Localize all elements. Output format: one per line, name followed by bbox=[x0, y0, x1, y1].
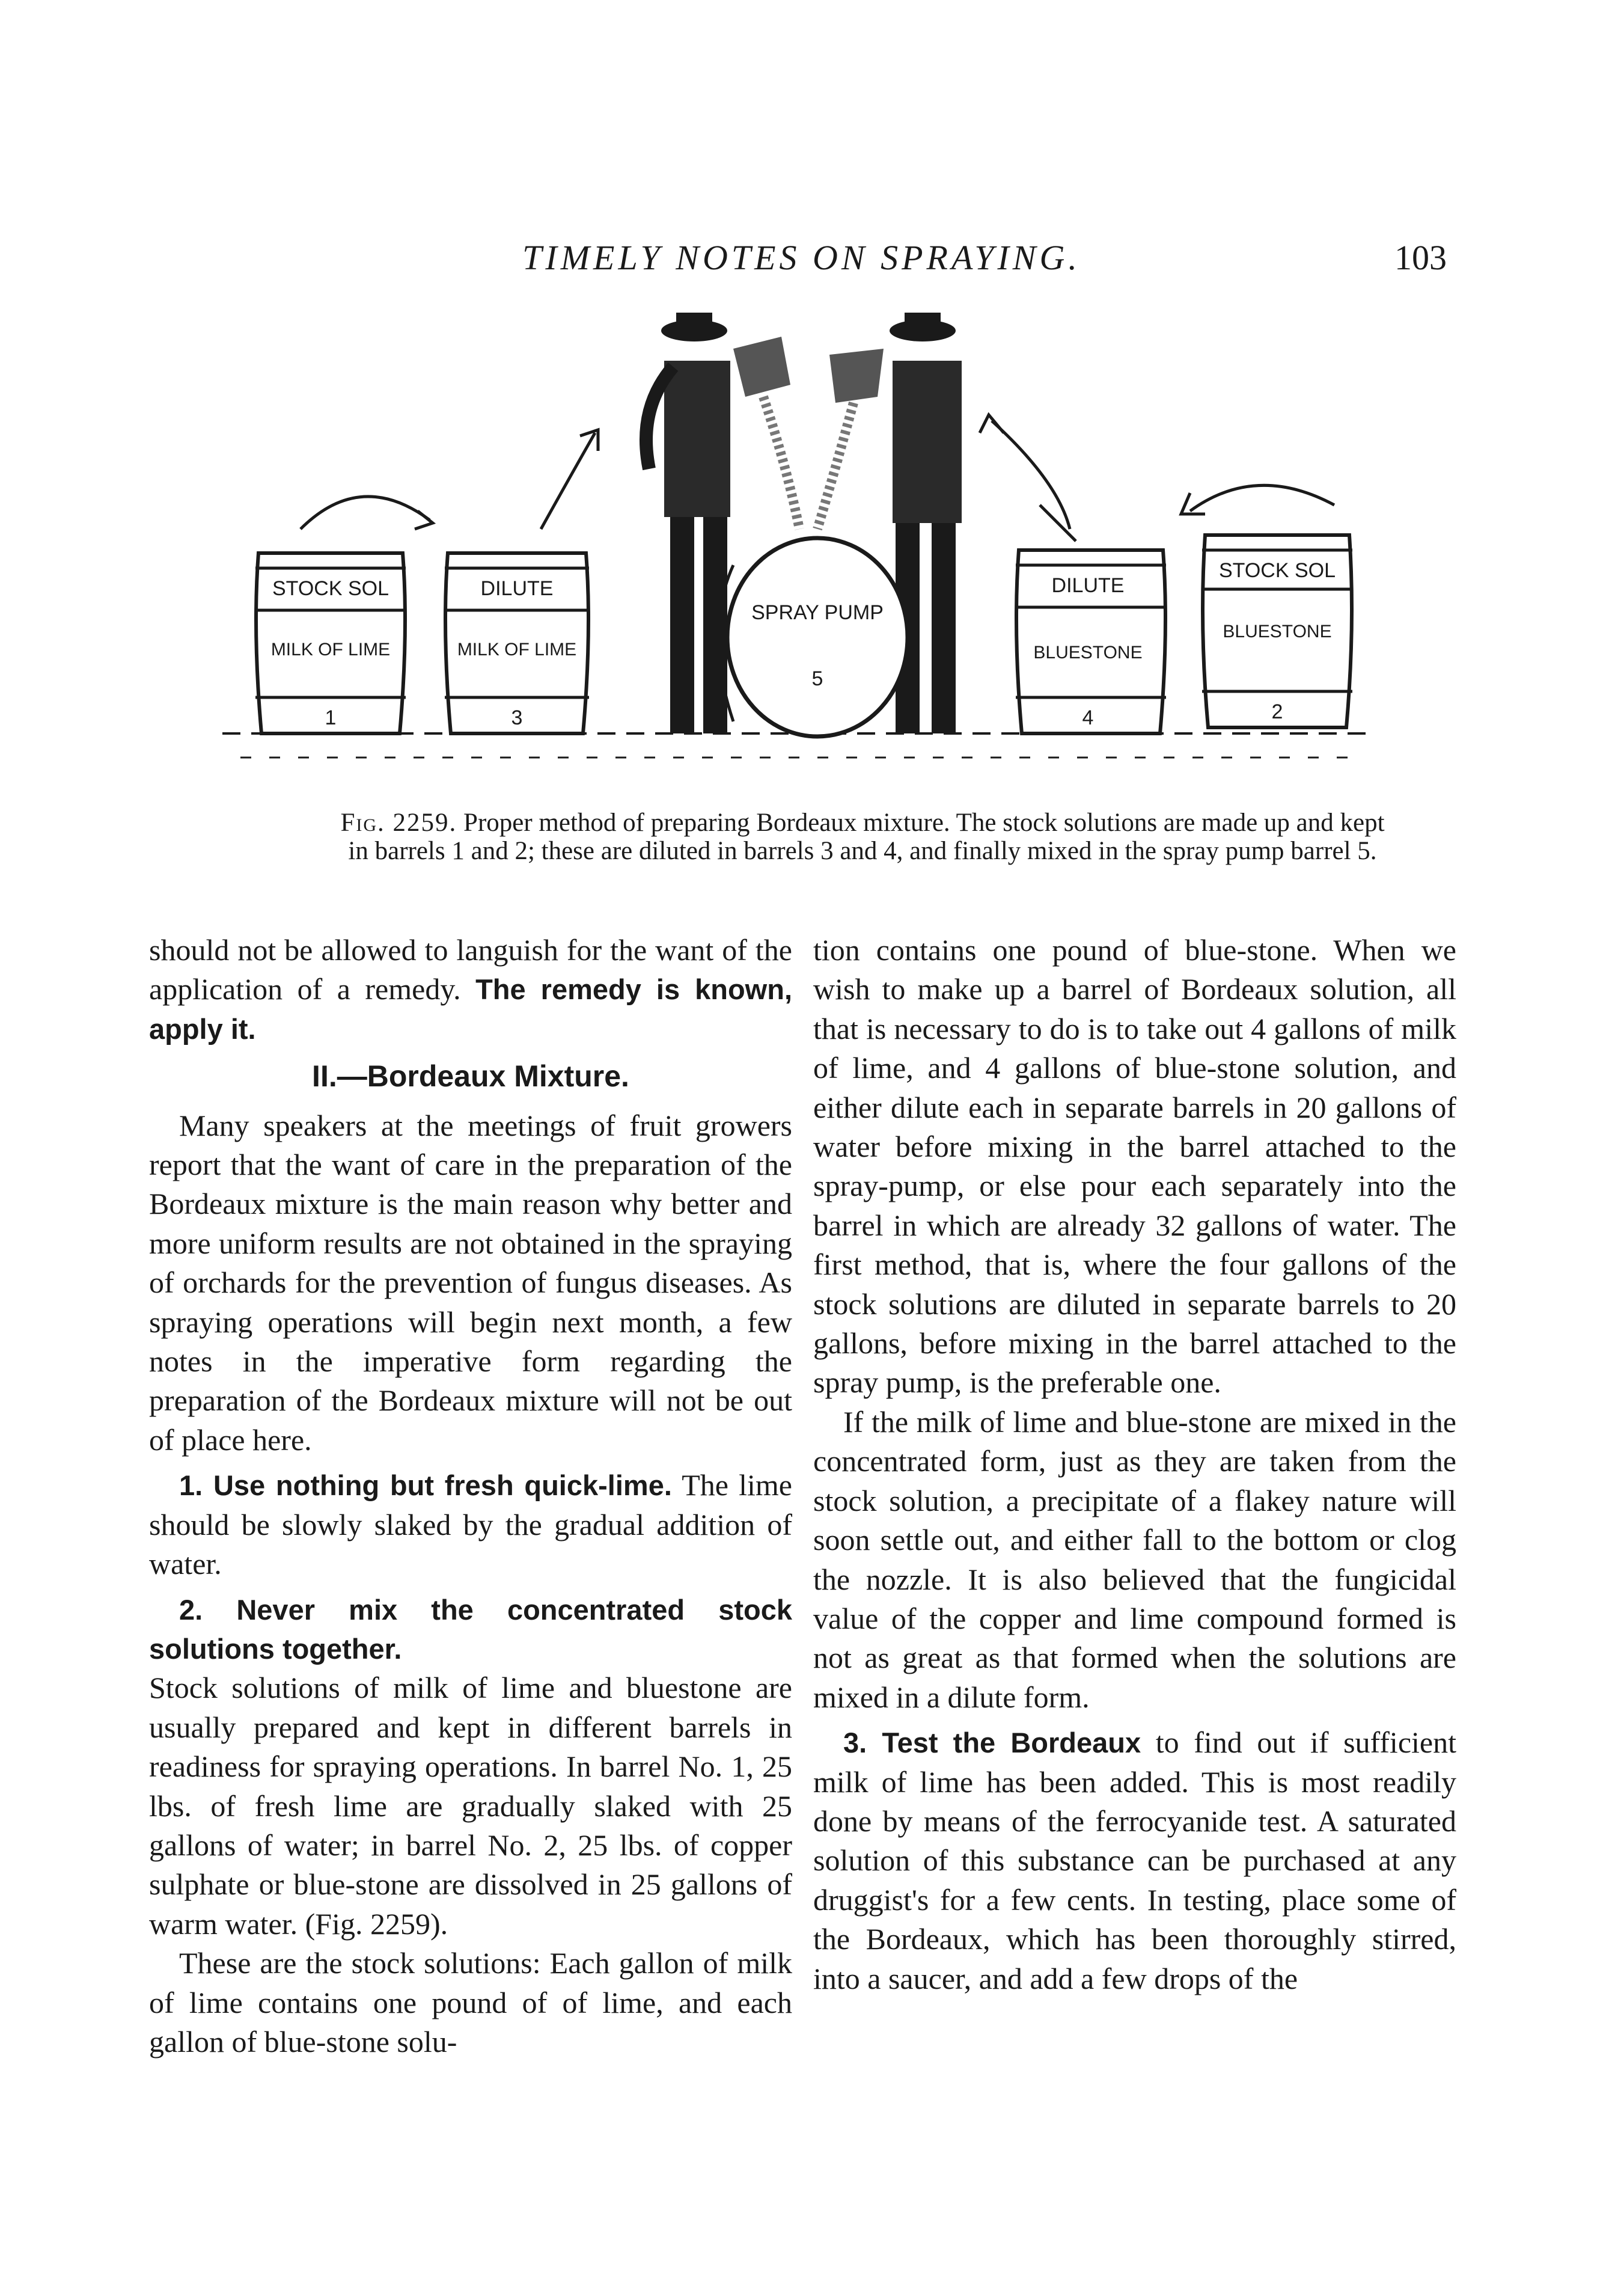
right-column bbox=[813, 931, 1456, 1998]
barrel-2-label-top: STOCK SOL bbox=[1219, 559, 1336, 582]
caption-label: Fig. 2259. bbox=[340, 809, 457, 837]
barrel-1-number: 1 bbox=[325, 706, 337, 729]
barrel-3-label-top: DILUTE bbox=[480, 577, 554, 600]
caption-text: Proper method of preparing Bordeaux mixture. The stock solutions are made up and kept in barrels 1 and 2; these are diluted in barrels 3 and 4, and finally mixed in the spray pump barrel 5. bbox=[348, 809, 1385, 865]
barrel-1 bbox=[255, 553, 406, 733]
barrel-5-number: 5 bbox=[811, 667, 823, 690]
rule-2 bbox=[149, 1590, 792, 1669]
barrel-5-label: SPRAY PUMP bbox=[751, 601, 884, 624]
figure-caption bbox=[328, 809, 1397, 865]
running-header: TIMELY NOTES ON SPRAYING. bbox=[522, 238, 1081, 277]
left-paragraph-2: Many speakers at the meetings of fruit growers report that the want of care in the preparation of the Bordeaux mixture is the main reason why better and more uniform results are not obtained in the spraying of orchards for the prevention of fungus diseases. As spraying operations will begin next month, a few notes in the imperative form regarding the preparation of the Bordeaux mixture will not be out of place here. bbox=[149, 1108, 792, 1457]
barrel-4-label-mid: BLUESTONE bbox=[1033, 643, 1143, 663]
left-p1-text: should not be allowed to languish for the want of the application of a remedy. bbox=[149, 933, 792, 1006]
rule-3-heading: 3. Test the Bordeaux bbox=[843, 1727, 1141, 1759]
left-paragraph-3: Stock solutions of milk of lime and bluestone are usually prepared and kept in different barrels in readiness for spraying operations. In barrel No. 1, 25 lbs. of fresh lime are gradually slaked with 25 gallons of water; in barrel No. 2, 25 lbs. of copper sulphate or blue-stone are dissolved in 25 gallons of warm water. (Fig. 2259). bbox=[149, 1671, 792, 1941]
page-number: 103 bbox=[1394, 238, 1447, 277]
barrel-1-label-mid: MILK OF LIME bbox=[270, 640, 391, 660]
barrel-2-label-mid: BLUESTONE bbox=[1223, 622, 1332, 641]
figure-illustration bbox=[204, 313, 1406, 782]
section-heading: II.—Bordeaux Mixture. bbox=[312, 1059, 629, 1094]
barrel-2 bbox=[1202, 535, 1352, 727]
left-paragraph-1 bbox=[149, 931, 792, 1049]
left-paragraph-4: These are the stock solutions: Each gallon of milk of lime contains one pound of of lime, and each gallon of blue-stone solu- bbox=[149, 1946, 792, 2059]
barrel-4-label-top: DILUTE bbox=[1051, 574, 1125, 597]
rule-3-text: to find out if sufficient milk of lime has been added. This is most readily done by means of the ferrocyanide test. A saturated solution of this substance can be purchased at any druggist's for a few cents. In testing, place some of the Bordeaux, which has been thoroughly stirred, into a saucer, and add a few drops of the bbox=[813, 1725, 1456, 1995]
barrel-3-number: 3 bbox=[511, 706, 523, 729]
rule-1-heading: 1. Use nothing but fresh quick-lime. bbox=[179, 1469, 672, 1502]
left-p1-bold: The remedy is known, apply it. bbox=[149, 973, 793, 1045]
barrel-5-spray-pump bbox=[718, 538, 908, 736]
rule-1 bbox=[149, 1466, 792, 1584]
left-column bbox=[149, 931, 792, 2062]
barrel-1-label-top: STOCK SOL bbox=[272, 577, 389, 600]
barrel-4 bbox=[1016, 550, 1166, 733]
right-paragraph-1: tion contains one pound of blue-stone. When we wish to make up a barrel of Bordeaux solution, all that is necessary to do is to take out 4 gallons of milk of lime, and 4 gallons of blue-stone solution, and either dilute each in separate barrels in 20 gallons of water before mixing in the barrel attached to the spray-pump, or else pour each separately into the barrel in which are already 32 gallons of water. The first method, that is, where the four gallons of the stock solutions are diluted in separate barrels to 20 gallons, before mixing in the barrel attached to the spray pump, is the preferable one. bbox=[813, 933, 1456, 1400]
barrel-3-label-mid: MILK OF LIME bbox=[457, 640, 577, 660]
right-paragraph-2: If the milk of lime and blue-stone are mixed in the concentrated form, just as they are taken from the stock solution, a precipitate of a flakey nature will soon settle out, and either fall to the bottom or clog the nozzle. It is also believed that the fungicidal value of the copper and lime compound formed is not as great as that formed when the solutions are mixed in a dilute form. bbox=[813, 1404, 1456, 1714]
barrel-4-number: 4 bbox=[1082, 706, 1094, 729]
barrels-illustration bbox=[204, 313, 1406, 782]
barrel-2-number: 2 bbox=[1271, 700, 1283, 723]
barrel-3 bbox=[445, 553, 589, 733]
rule-1-text: The lime should be slowly slaked by the gradual addition of water. bbox=[149, 1468, 792, 1581]
rule-2-heading: 2. Never mix the concentrated stock solutions together. bbox=[149, 1593, 792, 1665]
rule-3 bbox=[813, 1723, 1456, 1998]
